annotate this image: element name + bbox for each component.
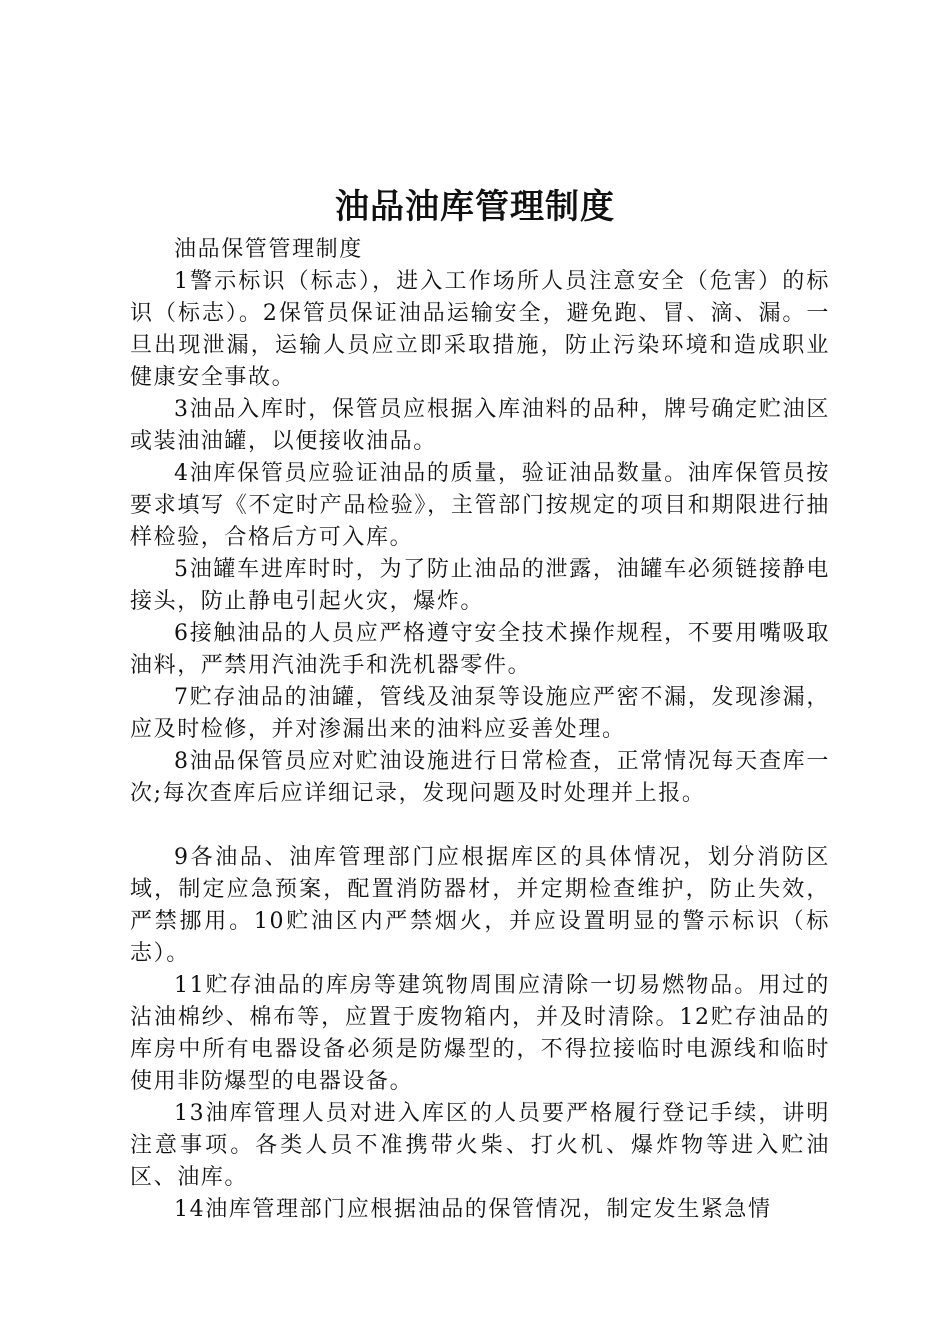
paragraph-item-3: 3油品入库时，保管员应根据入库油料的品种，牌号确定贮油区或装油油罐，以便接收油品。 <box>130 397 830 454</box>
paragraph-item-5: 5油罐车进库时时，为了防止油品的泄露，油罐车必须链接静电接头，防止静电引起火灾，爆炸。 <box>130 557 830 614</box>
paragraph-item-7: 7贮存油品的油罐，管线及油泵等设施应严密不漏，发现渗漏，应及时检修，并对渗漏出来的油料应妥善处理。 <box>130 685 830 742</box>
section-heading: 油品保管管理制度 <box>174 237 363 262</box>
paragraph-item-9-10: 9各油品、油库管理部门应根据库区的具体情况，划分消防区域，制定应急预案，配置消防器材，并定期检查维护，防止失效，严禁挪用。10贮油区内严禁烟火，并应设置明显的警示标识（标志）。 <box>130 845 830 966</box>
paragraph-item-14: 14油库管理部门应根据油品的保管情况，制定发生紧急情 <box>174 1197 772 1222</box>
paragraph-item-13: 13油库管理人员对进入库区的人员要严格履行登记手续，讲明注意事项。各类人员不准携带火柴、打火机、爆炸物等进入贮油区、油库。 <box>130 1101 830 1190</box>
paragraph-item-4: 4油库保管员应验证油品的质量，验证油品数量。油库保管员按要求填写《不定时产品检验》，主管部门按规定的项目和期限进行抽样检验，合格后方可入库。 <box>130 461 830 550</box>
paragraph-item-1-2: 1警示标识（标志），进入工作场所人员注意安全（危害）的标识（标志）。2保管员保证油品运输安全，避免跑、冒、滴、漏。一旦出现泄漏，运输人员应立即采取措施，防止污染环境和造成职业健康安全事故。 <box>130 269 830 390</box>
paragraph-item-8: 8油品保管员应对贮油设施进行日常检查，正常情况每天查库一次;每次查库后应详细记录，发现问题及时处理并上报。 <box>130 749 830 806</box>
paragraph-item-6: 6接触油品的人员应严格遵守安全技术操作规程，不要用嘴吸取油料，严禁用汽油洗手和洗机器零件。 <box>130 621 830 678</box>
document-title: 油品油库管理制度 <box>335 187 615 227</box>
paragraph-item-11-12: 11贮存油品的库房等建筑物周围应清除一切易燃物品。用过的沾油棉纱、棉布等，应置于废物箱内，并及时清除。12贮存油品的库房中所有电器设备必须是防爆型的，不得拉接临时电源线和临时使用非防爆型的电器设备。 <box>130 973 830 1094</box>
document-body <box>130 234 830 1226</box>
